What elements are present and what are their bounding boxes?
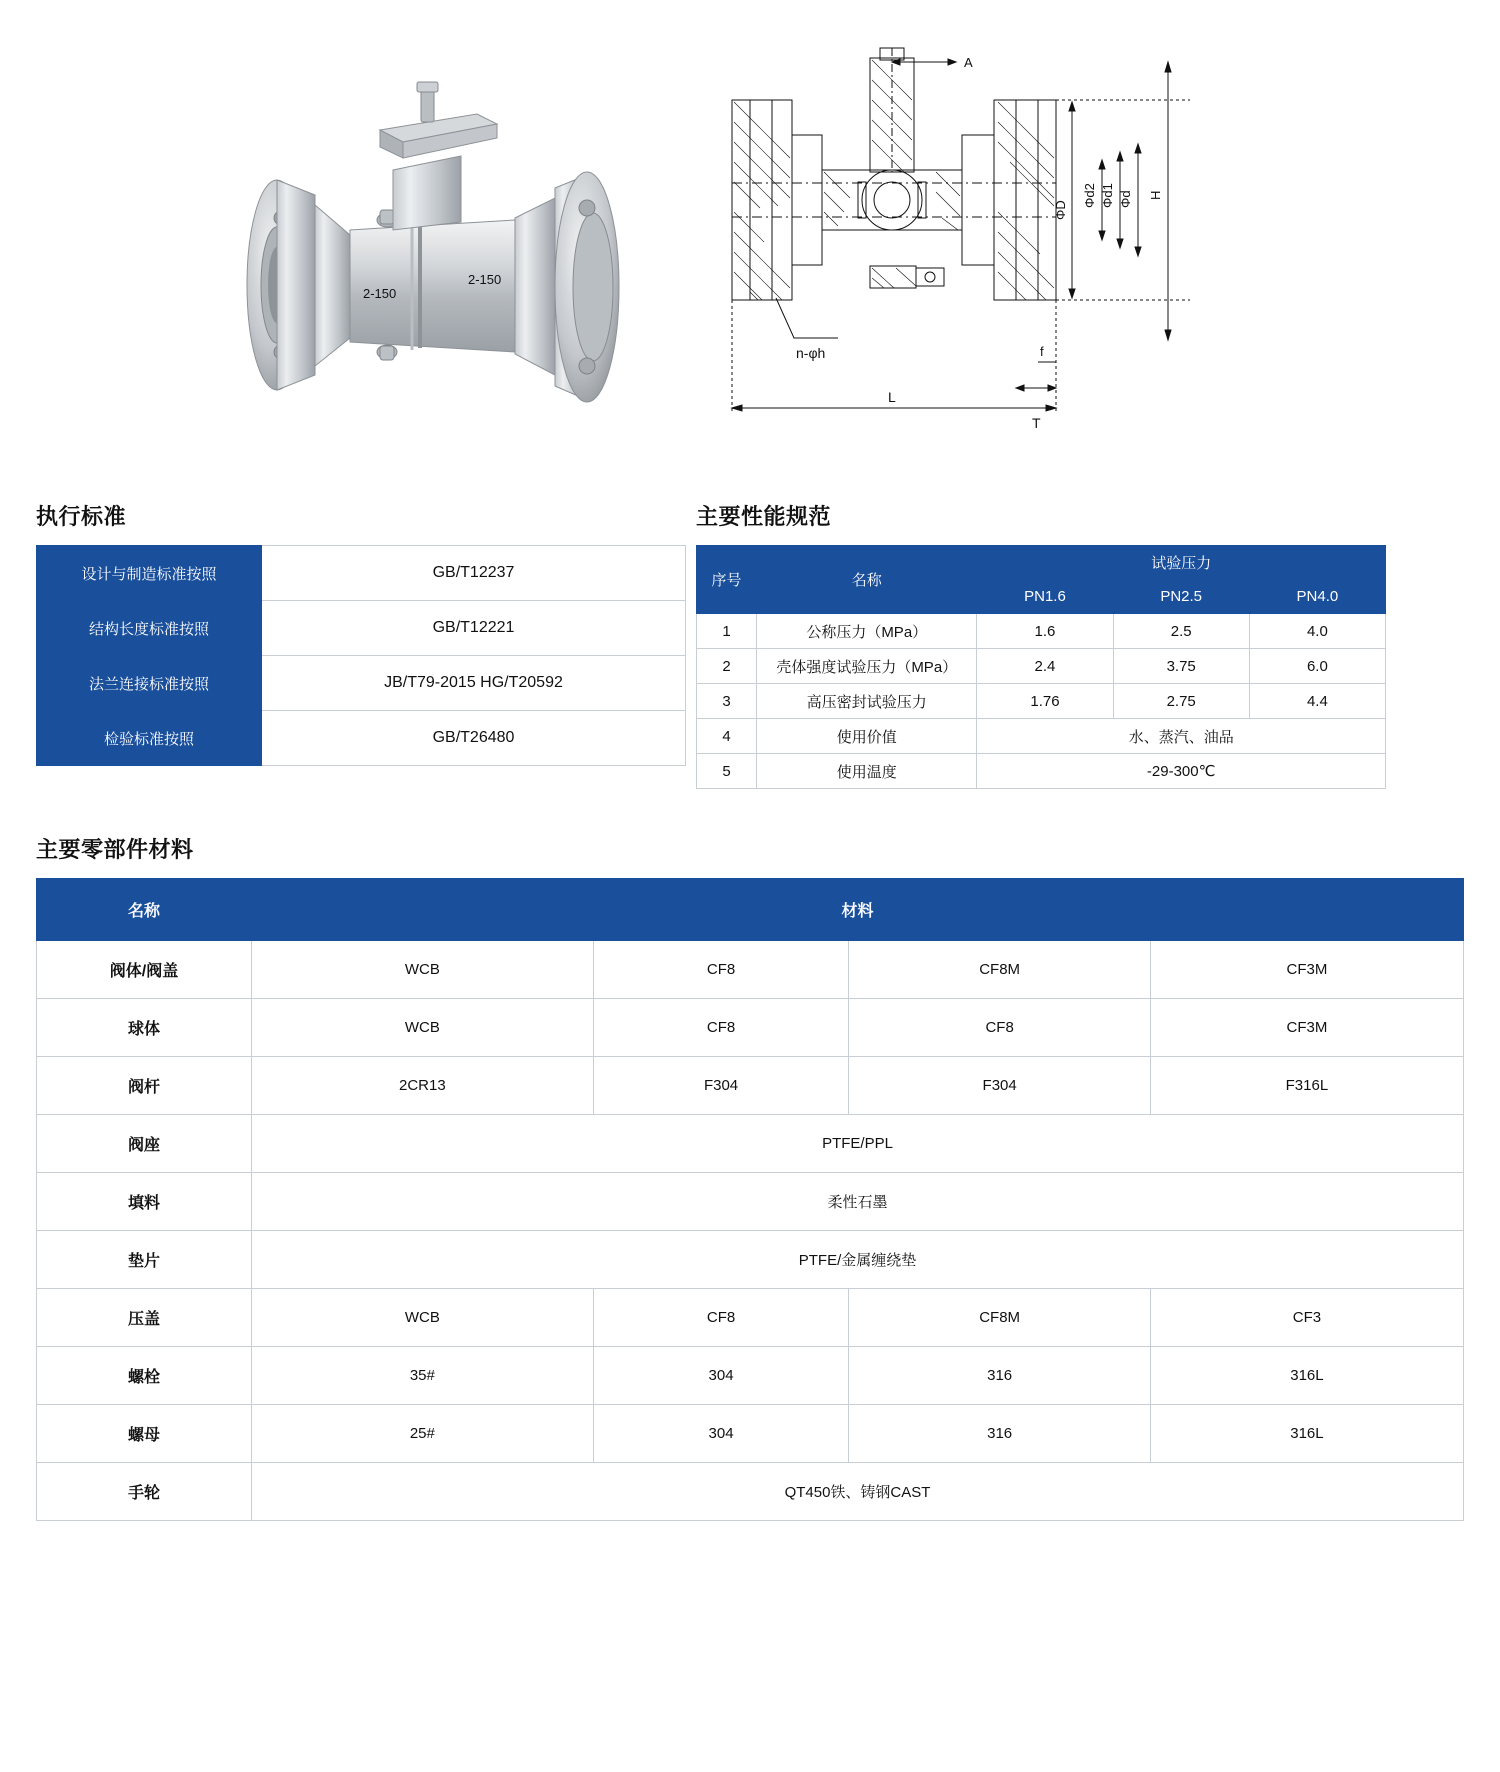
perf-header-pn16: PN1.6 xyxy=(977,580,1113,614)
mat-cell-value: CF8 xyxy=(593,941,849,999)
performance-table xyxy=(696,545,1386,789)
table-row xyxy=(37,601,686,656)
table-row xyxy=(697,754,1386,789)
table-header-row xyxy=(37,879,1464,941)
mat-cell-value: CF8 xyxy=(593,1289,849,1347)
dim-t-label: T xyxy=(1032,415,1041,431)
dim-phid2-label: Φd2 xyxy=(1082,183,1097,208)
perf-cell-no: 2 xyxy=(697,649,757,684)
standards-row-value: GB/T12237 xyxy=(262,546,686,601)
mat-cell-value: 304 xyxy=(593,1405,849,1463)
perf-cell-value: 3.75 xyxy=(1113,649,1249,684)
table-row xyxy=(37,1231,1464,1289)
materials-section xyxy=(0,833,1500,1521)
mat-cell-value: CF3M xyxy=(1150,941,1463,999)
perf-cell-value: 1.6 xyxy=(977,614,1113,649)
table-row xyxy=(37,1347,1464,1405)
perf-cell-name: 壳体强度试验压力（MPa） xyxy=(757,649,977,684)
standards-table xyxy=(36,545,686,766)
dim-h-label: H xyxy=(1148,190,1163,200)
perf-cell-no: 4 xyxy=(697,719,757,754)
valve-section-drawing xyxy=(720,40,1220,460)
perf-cell-value: 2.4 xyxy=(977,649,1113,684)
mat-cell-value: 35# xyxy=(252,1347,594,1405)
dim-f-label: f xyxy=(1040,344,1044,359)
mat-cell-value: 304 xyxy=(593,1347,849,1405)
perf-cell-name: 使用温度 xyxy=(757,754,977,789)
mat-cell-value: F316L xyxy=(1150,1057,1463,1115)
illustration-band xyxy=(0,0,1500,500)
perf-header-pn40: PN4.0 xyxy=(1249,580,1385,614)
perf-cell-no: 5 xyxy=(697,754,757,789)
perf-cell-no: 1 xyxy=(697,614,757,649)
perf-cell-name: 公称压力（MPa） xyxy=(757,614,977,649)
materials-title: 主要零部件材料 xyxy=(36,837,194,862)
table-row xyxy=(37,656,686,711)
dim-phiD-label: ΦD xyxy=(1053,200,1068,220)
table-row xyxy=(37,1115,1464,1173)
mat-cell-value: WCB xyxy=(252,941,594,999)
mat-cell-value: CF8 xyxy=(849,999,1150,1057)
table-row xyxy=(697,719,1386,754)
mat-cell-value: CF8 xyxy=(593,999,849,1057)
standards-row-value: GB/T26480 xyxy=(262,711,686,766)
perf-cell-value: 4.4 xyxy=(1249,684,1385,719)
standards-row-label: 检验标准按照 xyxy=(37,711,262,766)
mat-cell-value: 柔性石墨 xyxy=(252,1173,1464,1231)
perf-cell-no: 3 xyxy=(697,684,757,719)
mat-cell-value: WCB xyxy=(252,1289,594,1347)
mat-cell-value: 316L xyxy=(1150,1405,1463,1463)
perf-cell-value: 水、蒸汽、油品 xyxy=(977,719,1386,754)
mat-header-material: 材料 xyxy=(252,879,1464,941)
table-row xyxy=(37,1057,1464,1115)
table-row xyxy=(697,649,1386,684)
perf-header-pn25: PN2.5 xyxy=(1113,580,1249,614)
perf-cell-name: 高压密封试验压力 xyxy=(757,684,977,719)
perf-cell-value: 2.5 xyxy=(1113,614,1249,649)
photo-label-right: 2-150 xyxy=(468,272,502,287)
dim-a-label: A xyxy=(964,55,973,70)
standards-title: 执行标准 xyxy=(36,504,127,529)
perf-cell-value: 2.75 xyxy=(1113,684,1249,719)
perf-header-no: 序号 xyxy=(697,546,757,614)
table-row xyxy=(37,711,686,766)
mat-cell-name: 压盖 xyxy=(37,1289,252,1347)
mat-cell-name: 垫片 xyxy=(37,1231,252,1289)
perf-cell-value: -29-300℃ xyxy=(977,754,1386,789)
table-row xyxy=(37,999,1464,1057)
mat-cell-value: PTFE/PPL xyxy=(252,1115,1464,1173)
mat-cell-name: 螺栓 xyxy=(37,1347,252,1405)
table-row xyxy=(37,1173,1464,1231)
standards-row-value: JB/T79-2015 HG/T20592 xyxy=(262,656,686,711)
photo-label-left: 2-150 xyxy=(363,286,397,301)
perf-cell-value: 4.0 xyxy=(1249,614,1385,649)
mat-cell-name: 阀杆 xyxy=(37,1057,252,1115)
mat-cell-value: F304 xyxy=(849,1057,1150,1115)
mat-cell-value: 316L xyxy=(1150,1347,1463,1405)
standards-row-label: 设计与制造标准按照 xyxy=(37,546,262,601)
mat-cell-value: 316 xyxy=(849,1347,1150,1405)
mat-cell-name: 手轮 xyxy=(37,1463,252,1521)
valve-product-photo xyxy=(215,70,635,450)
mat-cell-value: QT450铁、铸钢CAST xyxy=(252,1463,1464,1521)
mat-cell-value: 2CR13 xyxy=(252,1057,594,1115)
mat-cell-value: CF8M xyxy=(849,941,1150,999)
mat-cell-name: 阀座 xyxy=(37,1115,252,1173)
mat-header-name: 名称 xyxy=(37,879,252,941)
mat-cell-value: F304 xyxy=(593,1057,849,1115)
table-row xyxy=(37,1289,1464,1347)
perf-cell-value: 6.0 xyxy=(1249,649,1385,684)
mat-cell-value: WCB xyxy=(252,999,594,1057)
mat-cell-name: 阀体/阀盖 xyxy=(37,941,252,999)
table-row xyxy=(697,684,1386,719)
perf-header-name: 名称 xyxy=(757,546,977,614)
perf-cell-value: 1.76 xyxy=(977,684,1113,719)
standards-row-value: GB/T12221 xyxy=(262,601,686,656)
standards-row-label: 法兰连接标准按照 xyxy=(37,656,262,711)
mat-cell-value: PTFE/金属缠绕垫 xyxy=(252,1231,1464,1289)
mat-cell-value: 316 xyxy=(849,1405,1150,1463)
standards-row-label: 结构长度标准按照 xyxy=(37,601,262,656)
mat-cell-name: 填料 xyxy=(37,1173,252,1231)
mat-cell-value: CF3 xyxy=(1150,1289,1463,1347)
table-row xyxy=(37,1405,1464,1463)
mat-cell-value: CF8M xyxy=(849,1289,1150,1347)
mat-cell-value: CF3M xyxy=(1150,999,1463,1057)
dim-nphih-label: n-φh xyxy=(796,345,826,361)
materials-table xyxy=(36,878,1464,1521)
perf-header-group: 试验压力 xyxy=(977,546,1386,580)
dim-l-label: L xyxy=(888,389,896,405)
mat-cell-name: 螺母 xyxy=(37,1405,252,1463)
table-header-row xyxy=(697,546,1386,580)
table-row xyxy=(37,941,1464,999)
mat-cell-value: 25# xyxy=(252,1405,594,1463)
dim-phid1-label: Φd1 xyxy=(1100,183,1115,208)
mid-section xyxy=(0,500,1500,789)
dim-phid-label: Φd xyxy=(1118,190,1133,208)
table-row xyxy=(37,546,686,601)
perf-cell-name: 使用价值 xyxy=(757,719,977,754)
table-row xyxy=(697,614,1386,649)
mat-cell-name: 球体 xyxy=(37,999,252,1057)
performance-section xyxy=(696,500,1396,789)
table-row xyxy=(37,1463,1464,1521)
standards-section xyxy=(36,500,656,789)
performance-title: 主要性能规范 xyxy=(696,504,832,529)
